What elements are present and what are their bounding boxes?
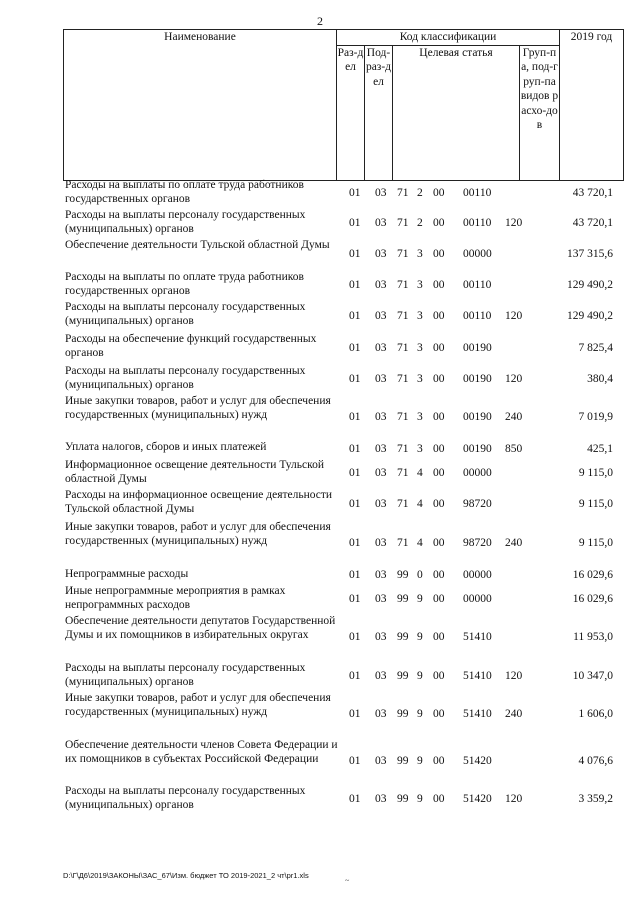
row-target-program: 71	[397, 497, 409, 510]
row-podrazdel: 03	[375, 186, 387, 199]
row-name: Расходы на выплаты по оплате труда работников государственных органов	[65, 271, 304, 298]
row-target-subprogram: 4	[417, 537, 423, 550]
row-razdel: 01	[349, 754, 361, 767]
row-amount: 7 019,9	[578, 410, 613, 423]
row-target-direction: 00190	[463, 341, 492, 354]
row-target-subprogram: 3	[417, 410, 423, 423]
row-podrazdel: 03	[375, 569, 387, 582]
row-razdel: 01	[349, 592, 361, 605]
row-podrazdel: 03	[375, 631, 387, 644]
row-amount: 129 490,2	[567, 309, 613, 322]
row-podrazdel: 03	[375, 792, 387, 805]
row-podrazdel: 03	[375, 754, 387, 767]
row-name: Уплата налогов, сборов и иных платежей	[65, 441, 267, 453]
row-amount: 380,4	[587, 372, 613, 385]
row-target-direction: 00000	[463, 466, 492, 479]
header-group: Груп-па, под-груп-па видов расхо-дов	[520, 45, 560, 180]
row-target-program: 71	[397, 341, 409, 354]
row-name: Расходы на информационное освещение деятельности Тульской областной Думы	[65, 489, 333, 516]
table-row	[0, 270, 640, 300]
row-razdel: 01	[349, 186, 361, 199]
row-target-subprogram: 9	[417, 708, 423, 721]
row-name: Расходы на выплаты персоналу государственных (муниципальных) органов	[65, 209, 306, 236]
row-name: Расходы на выплаты персоналу государственных (муниципальных) органов	[65, 301, 306, 328]
row-expense-group: 240	[505, 410, 523, 423]
row-expense-group: 240	[505, 708, 523, 721]
row-target-direction: 00190	[463, 442, 492, 455]
row-target-program: 71	[397, 372, 409, 385]
row-target-event: 00	[433, 309, 445, 322]
row-target-program: 99	[397, 569, 409, 582]
row-target-event: 00	[433, 631, 445, 644]
row-target-event: 00	[433, 247, 445, 260]
row-target-event: 00	[433, 216, 445, 229]
row-podrazdel: 03	[375, 309, 387, 322]
header-name: Наименование	[64, 30, 337, 181]
row-target-event: 00	[433, 792, 445, 805]
table-row	[0, 784, 640, 814]
row-name: Непрограммные расходы	[65, 568, 189, 580]
row-razdel: 01	[349, 341, 361, 354]
table-row	[0, 584, 640, 614]
row-target-event: 00	[433, 569, 445, 582]
row-razdel: 01	[349, 278, 361, 291]
row-razdel: 01	[349, 669, 361, 682]
table-row	[0, 614, 640, 661]
header-razdel: Раз-дел	[337, 45, 365, 180]
row-target-direction: 98720	[463, 497, 492, 510]
table-row	[0, 394, 640, 440]
row-name: Обеспечение деятельности Тульской областной Думы	[65, 239, 330, 251]
row-target-event: 00	[433, 410, 445, 423]
row-target-program: 99	[397, 592, 409, 605]
row-target-program: 99	[397, 754, 409, 767]
row-target-program: 71	[397, 410, 409, 423]
row-target-subprogram: 3	[417, 442, 423, 455]
row-amount: 16 029,6	[572, 569, 613, 582]
row-target-subprogram: 2	[417, 186, 423, 199]
row-name: Обеспечение деятельности членов Совета Федерации и их помощников в субъектах Российской Федерации	[65, 739, 338, 766]
row-target-subprogram: 3	[417, 372, 423, 385]
row-target-subprogram: 2	[417, 216, 423, 229]
row-target-event: 00	[433, 341, 445, 354]
header-year: 2019 год	[560, 30, 624, 181]
row-razdel: 01	[349, 309, 361, 322]
row-target-subprogram: 9	[417, 631, 423, 644]
row-target-event: 00	[433, 669, 445, 682]
table-row	[0, 520, 640, 567]
header-classification: Код классификации	[337, 30, 560, 46]
row-podrazdel: 03	[375, 592, 387, 605]
row-podrazdel: 03	[375, 497, 387, 510]
table-row	[0, 691, 640, 738]
row-name: Иные закупки товаров, работ и услуг для обеспечения государственных (муниципальных) нужд	[65, 692, 331, 719]
row-target-event: 00	[433, 708, 445, 721]
row-razdel: 01	[349, 466, 361, 479]
row-target-direction: 00110	[463, 309, 492, 322]
row-target-program: 99	[397, 631, 409, 644]
header-podrazdel: Под-раз-дел	[365, 45, 393, 180]
row-razdel: 01	[349, 792, 361, 805]
row-target-program: 71	[397, 216, 409, 229]
table-row	[0, 488, 640, 520]
row-target-direction: 00000	[463, 592, 492, 605]
row-podrazdel: 03	[375, 466, 387, 479]
row-target-direction: 00000	[463, 569, 492, 582]
row-name: Иные закупки товаров, работ и услуг для обеспечения государственных (муниципальных) нужд	[65, 521, 331, 548]
row-amount: 43 720,1	[572, 216, 613, 229]
table-body	[0, 178, 640, 814]
row-expense-group: 850	[505, 442, 523, 455]
row-target-direction: 98720	[463, 537, 492, 550]
row-target-event: 00	[433, 497, 445, 510]
row-target-event: 00	[433, 186, 445, 199]
row-target-program: 71	[397, 442, 409, 455]
row-target-program: 71	[397, 247, 409, 260]
row-razdel: 01	[349, 569, 361, 582]
row-amount: 3 359,2	[578, 792, 613, 805]
row-razdel: 01	[349, 247, 361, 260]
row-razdel: 01	[349, 372, 361, 385]
table-row	[0, 458, 640, 488]
scan-mark: ~	[345, 876, 350, 885]
table-row	[0, 332, 640, 364]
table-row	[0, 178, 640, 208]
row-name: Расходы на выплаты персоналу государственных (муниципальных) органов	[65, 785, 306, 812]
row-target-subprogram: 9	[417, 792, 423, 805]
row-amount: 4 076,6	[578, 754, 613, 767]
row-target-direction: 00110	[463, 216, 492, 229]
table-row	[0, 238, 640, 270]
row-target-program: 99	[397, 792, 409, 805]
row-amount: 11 953,0	[573, 631, 613, 644]
row-target-direction: 51410	[463, 631, 492, 644]
row-expense-group: 120	[505, 792, 523, 805]
table-header	[63, 29, 624, 181]
row-amount: 9 115,0	[578, 497, 613, 510]
row-podrazdel: 03	[375, 708, 387, 721]
row-podrazdel: 03	[375, 442, 387, 455]
row-name: Информационное освещение деятельности Тульской областной Думы	[65, 459, 325, 486]
table-row	[0, 738, 640, 784]
row-target-program: 71	[397, 278, 409, 291]
row-target-event: 00	[433, 466, 445, 479]
row-name: Расходы на выплаты персоналу государственных (муниципальных) органов	[65, 662, 306, 689]
row-target-subprogram: 4	[417, 466, 423, 479]
row-podrazdel: 03	[375, 278, 387, 291]
row-expense-group: 120	[505, 309, 523, 322]
row-name: Расходы на обеспечение функций государственных органов	[65, 333, 317, 360]
row-amount: 10 347,0	[572, 669, 613, 682]
row-amount: 425,1	[587, 442, 613, 455]
row-razdel: 01	[349, 708, 361, 721]
table-row	[0, 300, 640, 332]
row-amount: 16 029,6	[572, 592, 613, 605]
row-amount: 9 115,0	[578, 466, 613, 479]
row-name: Обеспечение деятельности депутатов Государственной Думы и их помощников в избирательных округах	[65, 615, 336, 642]
header-target: Целевая статья	[393, 45, 520, 180]
table-row	[0, 364, 640, 394]
row-target-event: 00	[433, 372, 445, 385]
row-target-direction: 51420	[463, 792, 492, 805]
row-target-program: 71	[397, 309, 409, 322]
row-target-subprogram: 9	[417, 592, 423, 605]
row-name: Расходы на выплаты по оплате труда работников государственных органов	[65, 179, 304, 206]
row-target-subprogram: 9	[417, 754, 423, 767]
row-target-direction: 00190	[463, 372, 492, 385]
table-row	[0, 440, 640, 458]
row-target-direction: 00110	[463, 278, 492, 291]
row-podrazdel: 03	[375, 247, 387, 260]
row-podrazdel: 03	[375, 537, 387, 550]
row-target-direction: 00110	[463, 186, 492, 199]
row-razdel: 01	[349, 497, 361, 510]
table-row	[0, 208, 640, 238]
row-name: Расходы на выплаты персоналу государственных (муниципальных) органов	[65, 365, 306, 392]
row-target-subprogram: 3	[417, 341, 423, 354]
row-amount: 137 315,6	[567, 247, 613, 260]
row-target-direction: 00190	[463, 410, 492, 423]
row-target-program: 99	[397, 708, 409, 721]
row-target-program: 99	[397, 669, 409, 682]
table-row	[0, 661, 640, 691]
row-podrazdel: 03	[375, 341, 387, 354]
row-target-subprogram: 3	[417, 278, 423, 291]
row-target-direction: 51420	[463, 754, 492, 767]
row-amount: 7 825,4	[578, 341, 613, 354]
row-expense-group: 120	[505, 372, 523, 385]
row-name: Иные закупки товаров, работ и услуг для обеспечения государственных (муниципальных) нужд	[65, 395, 331, 422]
table-row	[0, 567, 640, 584]
row-amount: 43 720,1	[572, 186, 613, 199]
row-podrazdel: 03	[375, 372, 387, 385]
row-target-subprogram: 4	[417, 497, 423, 510]
row-razdel: 01	[349, 631, 361, 644]
row-podrazdel: 03	[375, 410, 387, 423]
row-target-direction: 51410	[463, 708, 492, 721]
row-razdel: 01	[349, 216, 361, 229]
row-target-direction: 00000	[463, 247, 492, 260]
row-amount: 129 490,2	[567, 278, 613, 291]
row-razdel: 01	[349, 442, 361, 455]
row-expense-group: 120	[505, 216, 523, 229]
row-target-subprogram: 9	[417, 669, 423, 682]
row-target-event: 00	[433, 442, 445, 455]
row-target-event: 00	[433, 537, 445, 550]
row-target-event: 00	[433, 754, 445, 767]
row-amount: 9 115,0	[578, 537, 613, 550]
row-podrazdel: 03	[375, 669, 387, 682]
row-target-program: 71	[397, 466, 409, 479]
row-target-direction: 51410	[463, 669, 492, 682]
row-target-event: 00	[433, 278, 445, 291]
row-razdel: 01	[349, 537, 361, 550]
row-target-subprogram: 3	[417, 309, 423, 322]
footer-path: D:\Г\Д6\2019\ЗАКОНЫ\ЗАС_67\Изм. бюджет ТО 2019-2021_2 чт\pr1.xls	[63, 871, 309, 880]
row-target-program: 71	[397, 186, 409, 199]
row-expense-group: 120	[505, 669, 523, 682]
row-target-subprogram: 3	[417, 247, 423, 260]
row-target-subprogram: 0	[417, 569, 423, 582]
row-amount: 1 606,0	[578, 708, 613, 721]
row-target-event: 00	[433, 592, 445, 605]
row-expense-group: 240	[505, 537, 523, 550]
row-razdel: 01	[349, 410, 361, 423]
row-target-program: 71	[397, 537, 409, 550]
row-name: Иные непрограммные мероприятия в рамках непрограммных расходов	[65, 585, 286, 612]
page-number: 2	[317, 14, 323, 28]
row-podrazdel: 03	[375, 216, 387, 229]
